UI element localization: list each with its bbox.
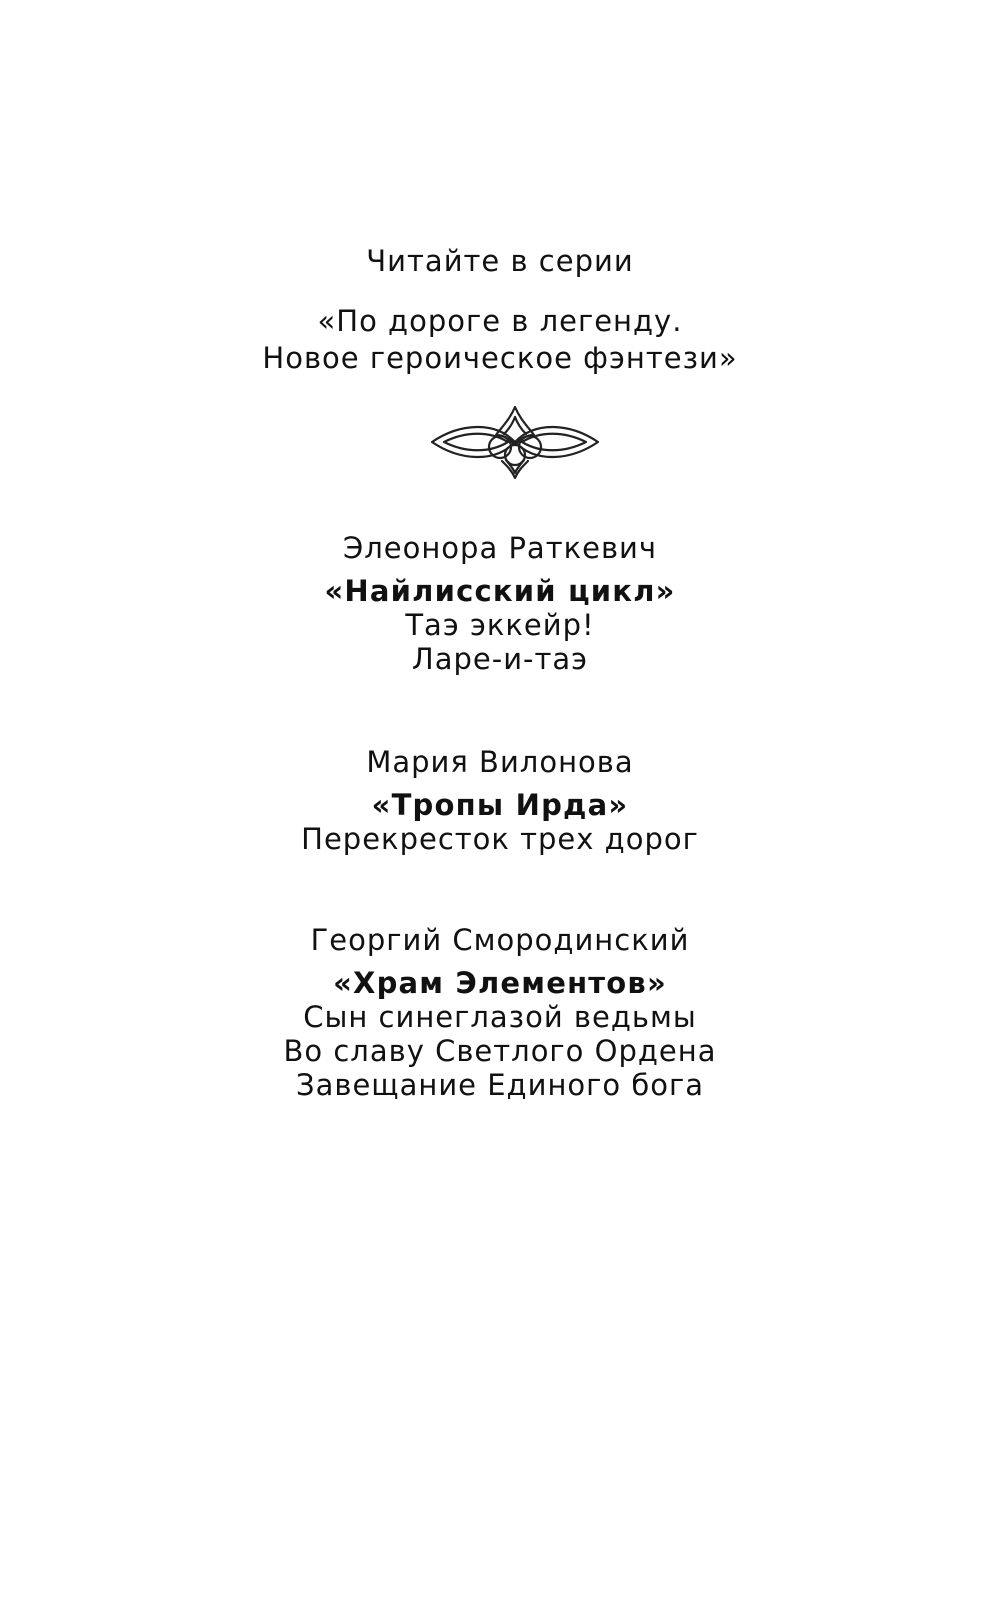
- series-title-line-2: Новое героическое фэнтези»: [262, 341, 738, 375]
- read-in-series-heading: Читайте в серии: [366, 244, 634, 278]
- cycle-title-1: «Найлисский цикл»: [324, 574, 676, 608]
- book-title: Сын синеглазой ведьмы: [303, 1000, 697, 1034]
- book-title: Завещание Единого бога: [295, 1068, 704, 1102]
- series-title-line-1: «По дороге в легенду.: [317, 304, 683, 338]
- book-title: Во славу Светлого Ордена: [283, 1034, 717, 1068]
- book-title: Ларе-и-таэ: [411, 642, 589, 676]
- author-name-2: Мария Вилонова: [366, 745, 634, 779]
- cycle-title-2: «Тропы Ирда»: [371, 788, 629, 822]
- author-name-3: Георгий Смородинский: [310, 923, 690, 957]
- book-title: Перекресток трех дорог: [301, 822, 699, 856]
- celtic-knot-ornament-icon: [430, 405, 600, 480]
- cycle-title-3: «Храм Элементов»: [333, 966, 667, 1000]
- author-name-1: Элеонора Раткевич: [342, 531, 658, 565]
- book-title: Таэ эккейр!: [405, 608, 595, 642]
